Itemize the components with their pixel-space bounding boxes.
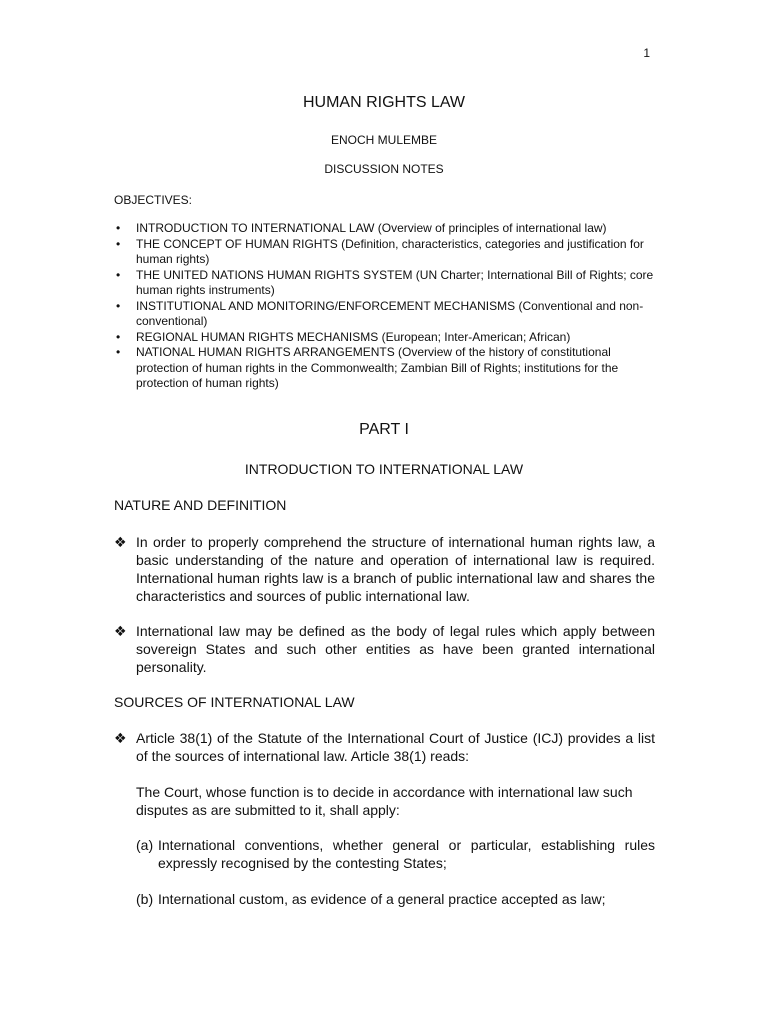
paragraph: ❖ International law may be defined as the body of legal rules which apply between sovereign States and such other entities as have been granted international personality. <box>114 623 655 675</box>
section-heading-nature: NATURE AND DEFINITION <box>114 497 287 513</box>
item-text: International custom, as evidence of a general practice accepted as law; <box>158 891 606 907</box>
document-title: HUMAN RIGHTS LAW <box>302 94 466 111</box>
item-label: (b) <box>136 891 154 907</box>
bullet-icon: • <box>116 267 121 282</box>
quoted-text: The Court, whose function is to decide in accordance with international law such disputes as are submitted to it, shall apply: <box>136 784 633 818</box>
item-text: International conventions, whether general or particular, establishing rules expressly recognised by the contesting States; <box>158 837 655 871</box>
bullet-icon: • <box>116 329 121 344</box>
list-item: • THE UNITED NATIONS HUMAN RIGHTS SYSTEM (UN Charter; International Bill of Rights; core human rights instruments) <box>116 267 654 297</box>
list-item: • REGIONAL HUMAN RIGHTS MECHANISMS (European; Inter-American; African) <box>116 329 571 344</box>
list-item: • NATIONAL HUMAN RIGHTS ARRANGEMENTS (Overview of the history of constitutional protection of human rights in the Commonwealth; Zambian Bill of Rights; institutions for the protection of human rights) <box>116 345 619 390</box>
diamond-bullet-icon: ❖ <box>114 623 127 639</box>
paragraph: ❖ In order to properly comprehend the structure of international human rights law, a basic understanding of the nature and operation of international law is required. International human rights law is a branch of public international law and shares the characteristics and sources of public international law. <box>114 534 655 604</box>
bullet-icon: • <box>116 298 121 313</box>
objectives-heading: OBJECTIVES: <box>114 193 193 207</box>
list-item: • INSTITUTIONAL AND MONITORING/ENFORCEMENT MECHANISMS (Conventional and non-conventional) <box>116 298 644 328</box>
author-name: ENOCH MULEMBE <box>330 133 437 147</box>
item-label: (a) <box>136 837 154 853</box>
part-title: INTRODUCTION TO INTERNATIONAL LAW <box>244 461 524 477</box>
bullet-icon: • <box>116 221 121 235</box>
bullet-icon: • <box>116 236 121 251</box>
part-heading: PART I <box>359 421 409 438</box>
page-number: 1 <box>643 46 650 60</box>
list-item: • THE CONCEPT OF HUMAN RIGHTS (Definition, characteristics, categories and justification for human rights) <box>116 236 644 266</box>
list-item <box>136 836 655 872</box>
list-item: • INTRODUCTION TO INTERNATIONAL LAW (Overview of principles of international law) <box>116 221 607 235</box>
paragraph: ❖ Article 38(1) of the Statute of the International Court of Justice (ICJ) provides a list of the sources of international law. Article 38(1) reads: <box>114 730 655 764</box>
bullet-icon: • <box>116 345 121 359</box>
objectives-list <box>114 221 659 392</box>
diamond-bullet-icon: ❖ <box>114 534 127 550</box>
document-subtitle: DISCUSSION NOTES <box>324 162 444 176</box>
section-heading-sources: SOURCES OF INTERNATIONAL LAW <box>114 694 355 710</box>
diamond-bullet-icon: ❖ <box>114 730 127 746</box>
list-item <box>136 890 655 908</box>
